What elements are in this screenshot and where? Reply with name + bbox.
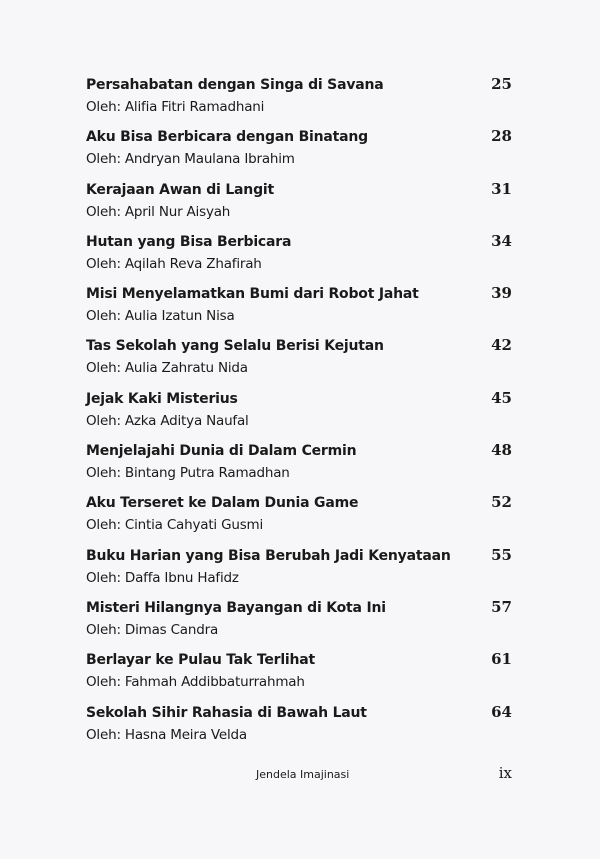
page-number: 39 (491, 284, 512, 303)
story-title: Buku Harian yang Bisa Berubah Jadi Kenyataan (86, 547, 451, 564)
page-number: 52 (491, 493, 512, 512)
story-title: Tas Sekolah yang Selalu Berisi Kejutan (86, 338, 384, 355)
page-number: 57 (491, 597, 512, 616)
page-number: 42 (491, 336, 512, 355)
page-number: 61 (491, 650, 512, 669)
folio-number: ix (498, 764, 512, 782)
toc-entry[interactable] (86, 544, 512, 596)
story-title: Hutan yang Bisa Berbicara (86, 233, 292, 250)
story-author: Oleh: Daffa Ibnu Hafidz (86, 569, 239, 586)
page-number: 28 (491, 127, 512, 146)
story-title: Sekolah Sihir Rahasia di Bawah Laut (86, 704, 367, 721)
toc-entry[interactable] (86, 230, 512, 282)
page-number: 48 (491, 441, 512, 460)
page-number: 25 (491, 75, 512, 93)
toc-entry[interactable] (86, 73, 512, 125)
story-author: Oleh: Hasna Meira Velda (86, 726, 247, 743)
story-title: Berlayar ke Pulau Tak Terlihat (86, 652, 316, 669)
story-title: Misteri Hilangnya Bayangan di Kota Ini (86, 599, 386, 616)
toc-entry[interactable] (86, 125, 512, 177)
page-number: 45 (491, 388, 512, 407)
story-author: Oleh: Aulia Zahratu Nida (86, 360, 248, 377)
running-footer-title: Jendela Imajinasi (256, 768, 350, 781)
page-number: 55 (491, 545, 512, 564)
toc-entry[interactable] (86, 178, 512, 230)
story-title: Kerajaan Awan di Langit (86, 181, 274, 198)
toc-entry[interactable] (86, 282, 512, 334)
page-number: 64 (491, 702, 512, 721)
table-of-contents (86, 73, 512, 753)
toc-entry[interactable] (86, 439, 512, 491)
story-author: Oleh: Aulia Izatun Nisa (86, 308, 235, 325)
toc-entry[interactable] (86, 596, 512, 648)
story-author: Oleh: Cintia Cahyati Gusmi (86, 517, 264, 534)
toc-entry[interactable] (86, 701, 512, 753)
story-author: Oleh: Alifia Fitri Ramadhani (86, 99, 265, 115)
page-number: 31 (491, 179, 512, 198)
page-number: 34 (491, 231, 512, 250)
story-title: Jejak Kaki Misterius (86, 390, 238, 407)
toc-entry[interactable] (86, 387, 512, 439)
story-author: Oleh: Dimas Candra (86, 621, 219, 638)
story-title: Aku Bisa Berbicara dengan Binatang (86, 129, 368, 146)
story-title: Persahabatan dengan Singa di Savana (86, 77, 384, 93)
toc-entry[interactable] (86, 648, 512, 700)
toc-entry[interactable] (86, 334, 512, 386)
story-author: Oleh: Andryan Maulana Ibrahim (86, 151, 295, 168)
story-author: Oleh: Aqilah Reva Zhafirah (86, 255, 262, 272)
story-author: Oleh: Fahmah Addibbaturrahmah (86, 674, 305, 691)
page-footer (86, 764, 512, 786)
story-author: Oleh: Azka Aditya Naufal (86, 412, 249, 429)
story-title: Aku Terseret ke Dalam Dunia Game (86, 495, 359, 512)
story-title: Misi Menyelamatkan Bumi dari Robot Jahat (86, 286, 419, 303)
story-author: Oleh: Bintang Putra Ramadhan (86, 465, 290, 482)
toc-entry[interactable] (86, 491, 512, 543)
story-title: Menjelajahi Dunia di Dalam Cermin (86, 443, 357, 460)
story-author: Oleh: April Nur Aisyah (86, 203, 231, 220)
